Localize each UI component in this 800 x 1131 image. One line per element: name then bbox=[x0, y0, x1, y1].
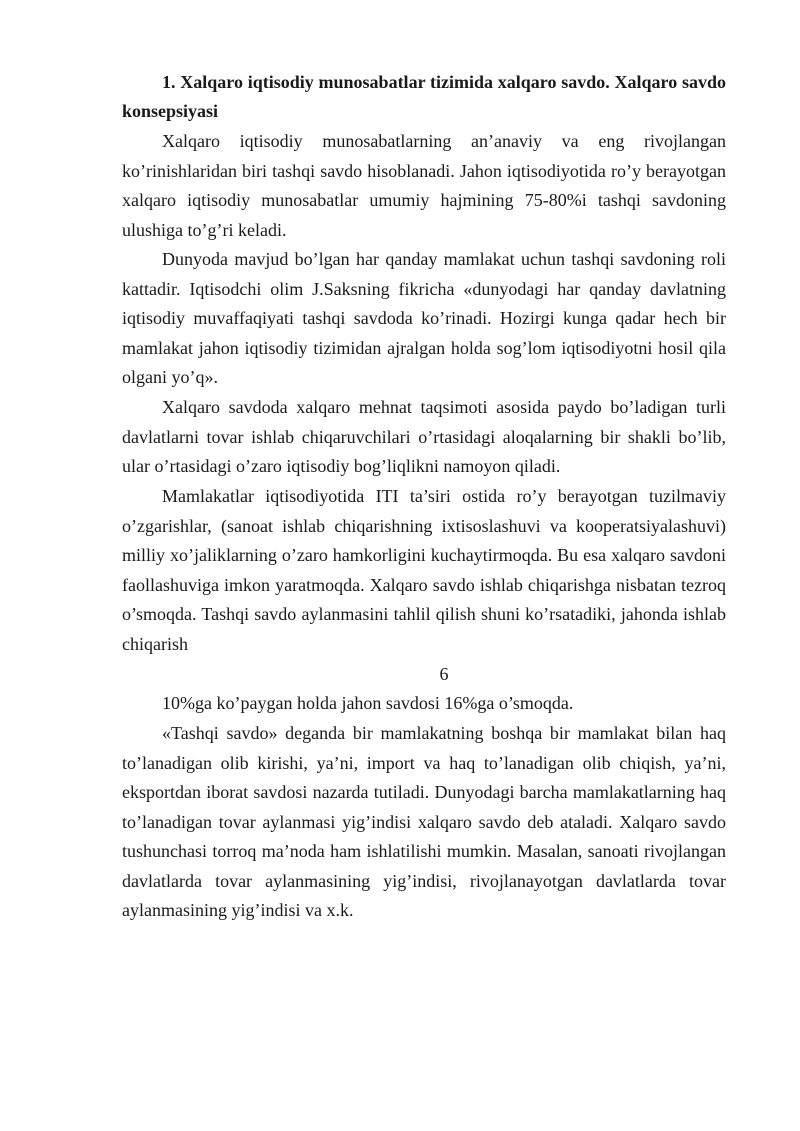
paragraph-5: 10%ga ko’paygan holda jahon savdosi 16%ga o’smoqda. bbox=[162, 693, 574, 713]
page-number: 6 bbox=[439, 664, 449, 684]
paragraph-4: Mamlakatlar iqtisodiyotida ITI ta’siri ostida ro’y berayotgan tuzilmaviy o’zgarishlar, (sanoat ishlab chiqarishning ixtisoslashuvi va kooperatsiyalashuvi) milliy xo’jaliklarning o’zaro hamkorligini kuchaytirmoqda. Bu esa xalqaro savdoni faollashuviga imkon yaratmoqda. Xalqaro savdo ishlab chiqarishga nisbatan tezroq o’smoqda. Tashqi savdo aylanmasini tahlil qilish shuni ko’rsatadiki, jahonda ishlab chiqarish bbox=[122, 486, 726, 654]
paragraph-1: Xalqaro iqtisodiy munosabatlarning an’anaviy va eng rivojlangan ko’rinishlaridan biri tashqi savdo hisoblanadi. Jahon iqtisodiyotida ro’y berayotgan xalqaro iqtisodiy munosabatlar umumiy hajmining 75-80%i tashqi savdoning ulushiga to’g’ri keladi. bbox=[122, 131, 726, 240]
paragraph-3: Xalqaro savdoda xalqaro mehnat taqsimoti asosida paydo bo’ladigan turli davlatlarni tovar ishlab chiqaruvchilari o’rtasidagi aloqalarning bir shakli bo’lib, ular o’rtasidagi o’zaro iqtisodiy bog’liqlikni namoyon qiladi. bbox=[122, 397, 726, 476]
section-heading: 1. Xalqaro iqtisodiy munosabatlar tizimida xalqaro savdo. Xalqaro savdo konsepsiyasi bbox=[122, 72, 726, 121]
document-page bbox=[122, 68, 726, 955]
paragraph-6: «Tashqi savdo» deganda bir mamlakatning boshqa bir mamlakat bilan haq to’lanadigan olib kirishi, ya’ni, import va haq to’lanadigan olib chiqish, ya’ni, eksportdan iborat savdosi nazarda tutiladi. Dunyodagi barcha mamlakatlarning haq to’lanadigan tovar aylanmasi yig’indisi xalqaro savdo deb ataladi. Xalqaro savdo tushunchasi torroq ma’noda ham ishlatilishi mumkin. Masalan, sanoati rivojlangan davlatlarda tovar aylanmasining yig’indisi, rivojlanayotgan davlatlarda tovar aylanmasining yig’indisi va x.k. bbox=[122, 723, 726, 920]
paragraph-2: Dunyoda mavjud bo’lgan har qanday mamlakat uchun tashqi savdoning roli kattadir. Iqtisodchi olim J.Saksning fikricha «dunyodagi har qanday davlatning iqtisodiy muvaffaqiyati tashqi savdoda ko’rinadi. Hozirgi kunga qadar hech bir mamlakat jahon iqtisodiy tizimidan ajralgan holda sog’lom iqtisodiyotni hosil qila olgani yo’q». bbox=[122, 249, 726, 387]
